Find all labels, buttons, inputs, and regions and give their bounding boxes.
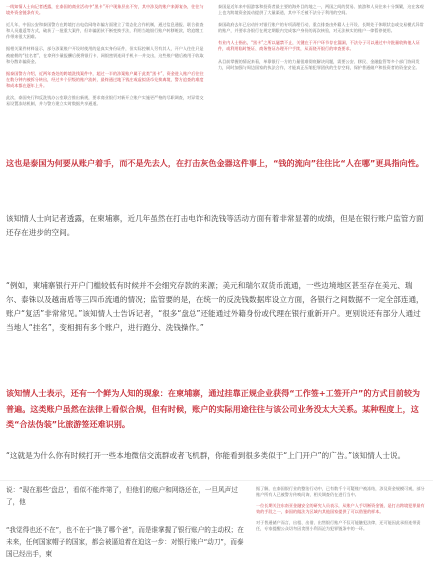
paragraph-2: “例如，柬埔寨银行开户门槛较低有时候并不会细究存款的来源；美元和瑞尔双货币流通，一些边境地区甚至存在美元、瑞尔、泰铢以及越南盾等三四币流通的情况；监管要的是，在统一的反洗钱数据库设立方面，各银行之间数据不一定全部连通，账户“复活”非常常见。”该知情人士告诉记者，“很多“盘总”还能通过外籍身份或代理在银行重新开户。更别说还有部分人通过当地人“挂名”，变相拥有多个账户，进行跑分、洗钱操作。”	[6, 281, 424, 332]
top-left-paragraph: 据泰国警方介绍，近两年查处的跨境洗钱案件中，超过一半的涉案账户属于此类“黑卡”，资金进入账户后往往在数分钟内被拆分转出，经过多个层级的账户流转，最终通过地下钱庄或虚拟货币兑换离境，警方追查的难度和成本都在逐年上升。	[6, 70, 204, 88]
paragraph-4: 说：“现在那些‘盘总’，看似不能炸第了，但他们的账户和网络还在，一旦风声过了，他	[6, 486, 238, 506]
top-right-paragraph: 泰国是近年来中国游客和投资者最主要的海外目的地之一，两国之间的贸易、旅游和人员往来十分频繁，这在客观上也为跨境资金流动提供了大量渠道，其中不乏被不法分子利用的空间。	[218, 4, 424, 16]
top-left-paragraph: 近几年，中国公安和泰国警方在跨境打击电信网络诈骗方面建立了常态化合作机制，通过信息通报、联合侦查和人员遣返等方式，破获了一批重大案件，但诈骗团伙不断变换手法，利用当地银行账户转移赃款，给追缴工作带来很大困难。	[6, 22, 204, 40]
paragraph-1: 该知情人士向记者透露，在柬埔寨，近几年虽然在打击电诈和洗钱等活动方面有着非常显著的成绩，但是在银行账户监管方面还存在进步的空间。	[6, 214, 424, 237]
top-left-paragraph: 一线知情人士向记者透露，在泰国的商业活动中“黑卡”开户现象层出不穷，其中涉及的账户来源复杂，往往与境外资金链条有关。	[6, 4, 204, 16]
top-left-paragraph: 此次，泰国央行和反洗钱办公室联合推出新规，要求商业银行对新开立账户实施更严格的尽职调查，对异常交易设置冻结机制，并与警方建立实时数据共享通道。	[6, 95, 204, 107]
bottom-right-paragraph: 对于普通储户而言，出租、出借、出售银行账户不仅可能触犯法律，还可能因此承担连带责任，专家提醒公众切勿因贪图小利而沦为犯罪链条中的一环。	[256, 520, 421, 532]
headline-2: 该知情人士表示，还有一个鲜为人知的现象：在柬埔寨，通过挂靠正规企业获得“工作签+工签开户”的方式目前较为普遍。这类账户虽然在法律上看似合规，但有时候，账户的实际用途往往与该公司业务没太大关系。某种程度上，这类“合法伪装”比旅游签还难识别。	[6, 388, 421, 429]
top-left-column	[6, 4, 206, 113]
paragraph-3: “这就是为什么你有时候打开一些本地微信交流群或者飞机群，你能看到很多类似于“上门开户”的广告。”该知情人士说。	[6, 451, 406, 460]
paragraph-5: “我觉得也还不在”，也不在于“换了哪个爸”，而是谁掌握了银行账户的主动权；在未来，任何国家帽子的国家，都会被逼迫着在迫这一步：对银行账户“动刀”，而泰国已经出手，柬	[6, 526, 244, 558]
lower-left-text	[6, 484, 250, 560]
bottom-right-paragraph: 据了解，在泰国银行业的整治行动中，已有数千个可疑账户被冻结，涉及资金规模可观，部分账户所有人已被警方传唤问询，相关调查仍在进行当中。	[256, 486, 425, 498]
bottom-right-paragraph: 一位长期关注东南亚金融安全的研究人员表示，从账户入手切断资金链，是打击跨境犯罪最有效的手段之一，泰国的做法为区域内其他国家提供了可以借鉴的样本。	[256, 503, 425, 515]
top-right-paragraph: 有业内人士指出，“黑卡”之所以屡禁不止，关键在于开户环节存在漏洞，不法分子可以通过中介批量收购他人证件，或利用临时签证、商务签证办理开户手续，从而绕开银行的审查要求。	[218, 40, 420, 52]
top-right-column	[218, 4, 424, 77]
section-divider	[0, 480, 433, 481]
bottom-right-column	[256, 486, 426, 533]
top-left-paragraph: 据相关案件材料显示，部分涉案账户开设时使用的是真实身份证件，但实际控制人另有其人，开户人往往只是被雇佣的“挂名者”，在拿到少量报酬后便将银行卡、网银密钥连同手机卡一并交出，这些账户随后被用于收取和分散诈骗资金。	[6, 46, 204, 64]
headline-1: 这也是泰国为何要从账户着手，而不是先去人，在打击灰色金器这件事上，“钱的流向”往往比“人在哪”更具指向性。	[6, 158, 424, 168]
top-right-paragraph: 泰国政府去年已启动针对银行账户的专项清理行动，重点排查由外籍人士开设、长期处于休眠状态或交易模式异常的账户，并要求各银行在规定期限内完成客户身份的再次核验，对无法核实的账户一律暂停使用。	[218, 22, 424, 34]
top-right-paragraph: 从目前掌握的情况来看，单靠银行一方的力量很难彻底解决问题，需要公安、移民、金融监管等多个部门协同发力，同时加强与周边国家的执法合作，才能真正压缩犯罪团伙的生存空间，保护普通储户和投资者的资金安全。	[218, 58, 420, 70]
top-faint-strip	[0, 0, 433, 150]
